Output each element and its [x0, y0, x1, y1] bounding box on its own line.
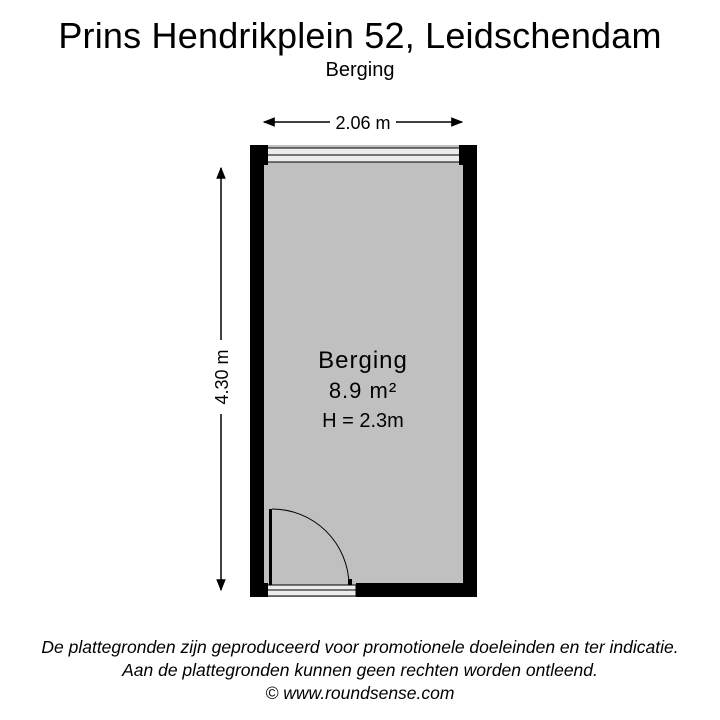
door-leaf: [269, 509, 272, 585]
height-dimension: [212, 168, 232, 590]
copyright-line: © www.roundsense.com: [265, 683, 455, 703]
bottom-wall: [356, 583, 477, 597]
room-name: Berging: [318, 347, 408, 374]
height-label: 4.30 m: [212, 349, 232, 405]
room-height: H = 2.3m: [322, 410, 404, 432]
door-threshold: [264, 583, 356, 597]
page-subtitle: Berging: [325, 59, 395, 81]
left-wall: [250, 145, 264, 597]
right-wall: [463, 145, 477, 597]
width-dimension: [264, 113, 462, 133]
disclaimer-line-1: De plattegronden zijn geproduceerd voor promotionele doeleinden en ter indicatie.: [41, 637, 679, 657]
disclaimer-line-2: Aan de plattegronden kunnen geen rechten worden ontleend.: [122, 660, 598, 680]
width-label: 2.06 m: [335, 113, 391, 133]
page-title: Prins Hendrikplein 52, Leidschendam: [58, 15, 662, 56]
top-window: [264, 145, 463, 165]
room-area: 8.9 m²: [328, 378, 398, 403]
